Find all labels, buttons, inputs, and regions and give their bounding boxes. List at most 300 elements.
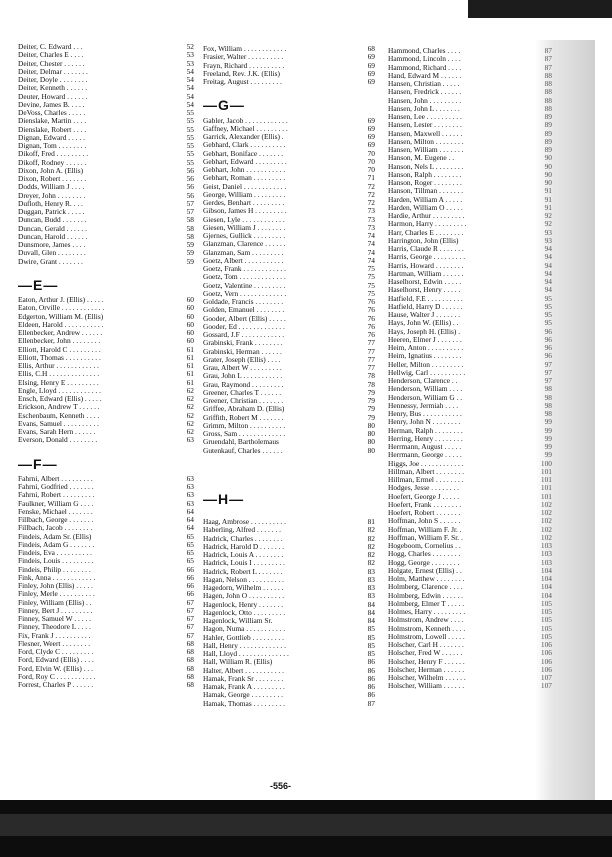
entry-page-number: 66 xyxy=(186,564,194,574)
entry-name: Deiter, Charles E . . . . xyxy=(18,50,84,60)
entry-page-number: 88 xyxy=(544,70,552,80)
entry-name: Herrmann, George . . . . . xyxy=(388,450,462,460)
entry-name: Henderson, William G . . xyxy=(388,392,463,402)
entry-page-number: 87 xyxy=(367,698,375,708)
entry-name: Holmstrom, Lowell . . . . . xyxy=(388,631,465,641)
entry-page-number: 68 xyxy=(367,44,375,53)
entry-page-number: 81 xyxy=(367,517,375,526)
entry-name: Dreyer, John . . . . . . . . xyxy=(18,190,86,200)
entry-name: Freeland, Rev. J.K. (Ellis) xyxy=(203,68,280,78)
entry-page-number: 73 xyxy=(367,214,375,224)
entry-page-number: 70 xyxy=(367,165,375,174)
entry-page-number: 106 xyxy=(540,664,552,674)
entry-page-number: 58 xyxy=(186,223,194,233)
entry-page-number: 86 xyxy=(367,690,375,700)
entry-name: Harden, William O . . . . . xyxy=(388,202,463,212)
entry-page-number: 61 xyxy=(186,369,194,379)
entry-name: Hoffman, John S . . . . . . xyxy=(388,516,461,526)
entry-name: Dodds, William J . . . . xyxy=(18,182,85,192)
entry-name: Hall, Lloyd . . . . . . . . . . . . . . xyxy=(203,649,289,658)
entry-name: Ford, Elvin W. (Ellis) . . . xyxy=(18,663,93,673)
entry-name: Harrington, John (Ellis) xyxy=(388,235,459,245)
entry-page-number: 55 xyxy=(186,149,194,159)
entry-name: Duggan, Patrick . . . . . xyxy=(18,207,85,216)
entry-page-number: 56 xyxy=(186,182,194,192)
entry-name: Grater, Joseph (Ellis) . . . . xyxy=(203,354,281,364)
entry-page-number: 80 xyxy=(367,420,375,430)
entry-name: Gebhart, Roman . . . . . . . . . xyxy=(203,173,286,183)
entry-name: Elliott, Thomas . . . . . . . . . . xyxy=(18,352,101,362)
entry-page-number: 55 xyxy=(186,108,194,117)
entry-page-number: 89 xyxy=(544,136,552,146)
top-right-scan-edge xyxy=(468,0,612,18)
index-entry xyxy=(203,700,375,708)
entry-name: Griffee, Abraham D. (Ellis) xyxy=(203,404,285,414)
entry-page-number: 103 xyxy=(540,541,552,550)
entry-name: Hammond, Charles . . . . xyxy=(388,46,461,55)
entry-name: Giesen, William J . . . . . . . . xyxy=(203,222,286,232)
entry-page-number: 66 xyxy=(186,581,194,590)
entry-page-number: 98 xyxy=(544,392,552,402)
entry-name: Holscher, Fred W . . . . . . xyxy=(388,648,463,658)
entry-name: Hall, Henry . . . . . . . . . . . . . xyxy=(203,640,286,650)
entry-name: Deuter, Howard . . . . . . xyxy=(18,91,88,101)
entry-page-number: 69 xyxy=(367,52,375,62)
entry-page-number: 66 xyxy=(186,589,194,599)
entry-name: Hartman, William . . . . . . xyxy=(388,268,464,278)
entry-name: Fix, Frank J . . . . . . . . . . xyxy=(18,630,91,640)
entry-page-number: 102 xyxy=(540,508,552,517)
entry-page-number: 105 xyxy=(540,615,552,625)
section-heading: — H — xyxy=(203,490,245,507)
entry-page-number: 67 xyxy=(186,605,194,615)
entry-name: Haberling, Alfred . . . . . . . xyxy=(203,525,281,535)
entry-name: Findeis, Adam G . . . . . . . xyxy=(18,539,95,549)
entry-name: Gebhard, Clark . . . . . . . . . . xyxy=(203,140,286,150)
entry-page-number: 77 xyxy=(367,363,375,372)
entry-page-number: 87 xyxy=(544,54,552,64)
entry-name: Ensch, Edward (Ellis) . . . . . xyxy=(18,394,102,403)
entry-page-number: 94 xyxy=(544,268,552,278)
entry-page-number: 83 xyxy=(367,591,375,601)
entry-page-number: 75 xyxy=(367,288,375,298)
entry-page-number: 78 xyxy=(367,379,375,389)
entry-page-number: 75 xyxy=(367,264,375,273)
entry-page-number: 61 xyxy=(186,352,194,362)
entry-name: Everson, Donald . . . . . . . . xyxy=(18,435,98,445)
entry-name: Gross, Sam . . . . . . . . . . . . . xyxy=(203,429,286,438)
index-entry xyxy=(388,682,552,690)
entry-page-number: 60 xyxy=(186,319,194,329)
entry-page-number: 76 xyxy=(367,305,375,315)
entry-name: Heeren, Elmer J . . . . . . . xyxy=(388,334,462,344)
entry-page-number: 86 xyxy=(367,657,375,667)
entry-name: Heim, Anton . . . . . . . . . . xyxy=(388,343,464,352)
entry-page-number: 99 xyxy=(544,442,552,451)
entry-name: Dignan, Tom . . . . . . . . xyxy=(18,141,87,150)
entry-name: Findeis, Philip . . . . . . . . xyxy=(18,564,91,574)
entry-name: Henderson, Clarence . . xyxy=(388,376,458,385)
entry-name: Hoefert, Frank . . . . . . . . xyxy=(388,499,462,509)
entry-page-number: 88 xyxy=(544,95,552,105)
entry-page-number: 94 xyxy=(544,244,552,253)
entry-page-number: 55 xyxy=(186,132,194,142)
entry-page-number: 79 xyxy=(367,404,375,414)
entry-name: Holscher, Henry F . . . . . . xyxy=(388,656,465,666)
entry-page-number: 75 xyxy=(367,280,375,290)
entry-name: Golden, Emanuel . . . . . . . . xyxy=(203,305,285,315)
entry-name: Hadrick, Louis I . . . . . . . . . xyxy=(203,558,285,568)
entry-page-number: 69 xyxy=(367,123,375,133)
entry-name: Holmes, Harry . . . . . . . . . xyxy=(388,607,466,616)
entry-name: Eschenbaum, Kenneth . . . . xyxy=(18,410,100,420)
entry-page-number: 74 xyxy=(367,231,375,240)
entry-page-number: 64 xyxy=(186,523,194,533)
entry-page-number: 59 xyxy=(186,256,194,266)
index-entry xyxy=(18,681,194,689)
entry-page-number: 67 xyxy=(186,622,194,632)
entry-name: Hadrick, Robert L . . . . . . . xyxy=(203,566,283,576)
entry-name: Goetz, Albert . . . . . . . . . . . xyxy=(203,255,284,265)
entry-name: Goetz, Tom . . . . . . . . . . . . . xyxy=(203,272,286,282)
entry-page-number: 72 xyxy=(367,181,375,191)
entry-name: Dixon, John A. (Ellis) xyxy=(18,165,84,175)
entry-name: Deiter, C. Edward . . . xyxy=(18,42,83,51)
entry-page-number: 58 xyxy=(186,215,194,225)
entry-page-number: 103 xyxy=(540,549,552,559)
index-entry xyxy=(18,258,194,266)
entry-name: Finney, Bert J . . . . . . . . . xyxy=(18,605,93,615)
entry-page-number: 107 xyxy=(540,673,552,682)
entry-page-number: 86 xyxy=(367,665,375,675)
section-heading: — F — xyxy=(18,455,58,472)
entry-name: Herring, Henry . . . . . . . . xyxy=(388,433,463,443)
entry-name: Dikoff, Rodney . . . . . . xyxy=(18,157,87,167)
entry-name: Hagon, Numa . . . . . . . . . . . xyxy=(203,624,286,634)
entry-page-number: 55 xyxy=(186,157,194,167)
entry-page-number: 78 xyxy=(367,371,375,381)
section-heading: — G — xyxy=(203,97,245,114)
entry-page-number: 91 xyxy=(544,186,552,196)
entry-page-number: 55 xyxy=(186,141,194,150)
entry-page-number: 59 xyxy=(186,240,194,249)
entry-name: Frasier, Walter . . . . . . . . . . xyxy=(203,52,284,62)
entry-page-number: 66 xyxy=(186,572,194,582)
entry-name: Faulkner, William G . . . . xyxy=(18,498,94,508)
entry-name: Hansen, Lee . . . . . . . . . . xyxy=(388,112,462,121)
entry-name: Holmberg, Edwin . . . . . . xyxy=(388,590,463,600)
entry-page-number: 82 xyxy=(367,533,375,543)
entry-name: Harmon, Harry . . . . . . . . . xyxy=(388,219,467,229)
entry-name: Hall, William R. (Ellis) xyxy=(203,657,273,667)
entry-name: Greener, Christian . . . . . . . xyxy=(203,396,284,405)
entry-page-number: 67 xyxy=(186,630,194,640)
entry-page-number: 94 xyxy=(544,252,552,262)
entry-page-number: 53 xyxy=(186,50,194,60)
entry-page-number: 70 xyxy=(367,156,375,166)
entry-page-number: 103 xyxy=(540,557,552,567)
entry-name: DeVoss, Charles . . . . . xyxy=(18,108,86,117)
entry-page-number: 106 xyxy=(540,640,552,649)
entry-name: Hansen, Maxwell . . . . . . xyxy=(388,128,463,138)
entry-page-number: 90 xyxy=(544,169,552,179)
entry-name: Evans, Samuel . . . . . . . . . . xyxy=(18,418,99,428)
entry-page-number: 83 xyxy=(367,566,375,576)
index-entry xyxy=(18,436,194,444)
entry-name: Ellis, Arthur . . . . . . . . . . . . xyxy=(18,361,99,370)
entry-name: Frayn, Richard . . . . . . . . . . xyxy=(203,60,285,70)
entry-name: Hogeboom, Cornelius . . xyxy=(388,541,461,550)
entry-page-number: 60 xyxy=(186,328,194,337)
entry-page-number: 73 xyxy=(367,222,375,232)
entry-page-number: 105 xyxy=(540,631,552,641)
entry-name: Harris, Claude R . . . . . . . xyxy=(388,244,464,253)
entry-name: Freitag, August . . . . . . . . . xyxy=(203,77,282,86)
entry-name: Greener, Charles T . . . . . . xyxy=(203,387,282,397)
entry-name: Giesen, Lyle . . . . . . . . . . . . xyxy=(203,214,285,224)
entry-page-number: 104 xyxy=(540,582,552,592)
entry-name: Harris, George . . . . . . . . . xyxy=(388,252,466,262)
index-entry xyxy=(203,78,375,86)
entry-page-number: 63 xyxy=(186,498,194,508)
entry-name: Findeis, Eva . . . . . . . . . . xyxy=(18,548,92,557)
entry-name: Harris, Howard . . . . . . . . xyxy=(388,260,464,270)
entry-name: Hansen, Lester . . . . . . . . xyxy=(388,120,462,130)
entry-page-number: 86 xyxy=(367,682,375,691)
entry-page-number: 76 xyxy=(367,313,375,323)
entry-name: Finley, Merle . . . . . . . . . . xyxy=(18,589,95,599)
entry-page-number: 106 xyxy=(540,648,552,658)
entry-name: Glanzman, Clarence . . . . . . xyxy=(203,239,286,249)
entry-page-number: 62 xyxy=(186,427,194,436)
entry-page-number: 93 xyxy=(544,235,552,245)
entry-page-number: 57 xyxy=(186,207,194,216)
entry-name: Holscher, William . . . . . . xyxy=(388,681,465,691)
entry-name: Erickson, Andrew T . . . . . . xyxy=(18,402,100,412)
entry-name: Glanzman, Sam . . . . . . . . . xyxy=(203,247,284,257)
entry-name: Hansen, John . . . . . . . . . xyxy=(388,95,462,105)
entry-page-number: 69 xyxy=(367,132,375,141)
entry-page-number: 61 xyxy=(186,377,194,387)
entry-page-number: 80 xyxy=(367,437,375,447)
entry-name: Holm, Matthew . . . . . . . . xyxy=(388,574,465,583)
section-letter: E xyxy=(33,276,44,293)
entry-name: Deiter, Chester . . . . . . xyxy=(18,58,85,68)
entry-page-number: 73 xyxy=(367,206,375,216)
entry-page-number: 102 xyxy=(540,532,552,542)
entry-name: Hamak, Frank A . . . . . . . . . xyxy=(203,682,285,691)
entry-name: Dufloth, Henry R. . . . xyxy=(18,198,83,208)
entry-name: Fillbach, Jacob . . . . . . . . xyxy=(18,523,93,533)
entry-name: Evans, Sarah Hern . . . . . . xyxy=(18,427,96,436)
entry-page-number: 54 xyxy=(186,91,194,101)
entry-name: Grau, Raymond . . . . . . . . . xyxy=(203,379,284,389)
entry-page-number: 89 xyxy=(544,112,552,121)
entry-page-number: 84 xyxy=(367,599,375,609)
section-letter: G xyxy=(218,97,230,114)
entry-name: Henry, Bus . . . . . . . . . . . xyxy=(388,409,462,418)
entry-name: Heim, Ignatius . . . . . . . . xyxy=(388,351,462,361)
entry-page-number: 76 xyxy=(367,297,375,306)
entry-name: Hoffman, William F. Sr. . xyxy=(388,532,463,542)
entry-page-number: 79 xyxy=(367,412,375,422)
entry-page-number: 104 xyxy=(540,565,552,575)
entry-page-number: 62 xyxy=(186,385,194,395)
entry-page-number: 95 xyxy=(544,293,552,303)
entry-page-number: 54 xyxy=(186,83,194,93)
entry-name: Harr, Charles E . . . . . . . . xyxy=(388,227,464,237)
entry-page-number: 65 xyxy=(186,548,194,557)
entry-name: Goetz, Frank . . . . . . . . . . . . xyxy=(203,264,286,273)
entry-name: Henry, John N . . . . . . . . xyxy=(388,417,461,427)
index-column-1 xyxy=(18,43,194,689)
entry-name: Gebhart, Edward . . . . . . . . . xyxy=(203,156,287,166)
entry-page-number: 87 xyxy=(544,46,552,55)
entry-page-number: 90 xyxy=(544,153,552,163)
entry-name: Forrest, Charles P . . . . . . xyxy=(18,680,94,689)
entry-name: Harden, William A . . . . . xyxy=(388,194,463,204)
entry-page-number: 85 xyxy=(367,649,375,658)
entry-name: Holmberg, Elmer T . . . . . xyxy=(388,598,465,608)
entry-name: Fink, Anna . . . . . . . . . . . . xyxy=(18,572,96,582)
entry-page-number: 74 xyxy=(367,239,375,249)
entry-name: Hause, Walter J . . . . . . . xyxy=(388,310,461,319)
entry-page-number: 63 xyxy=(186,490,194,500)
entry-name: Hamak, Thomas . . . . . . . . . xyxy=(203,698,285,708)
entry-name: Fahrni, Robert . . . . . . . . . xyxy=(18,490,95,500)
entry-name: Hennessy, Jermiah . . . . xyxy=(388,400,459,410)
entry-name: Duncan, Budd . . . . . . . xyxy=(18,215,87,225)
entry-name: Goldade, Francis . . . . . . . . xyxy=(203,297,284,306)
entry-page-number: 98 xyxy=(544,384,552,394)
index-entry xyxy=(203,447,375,455)
entry-page-number: 97 xyxy=(544,367,552,377)
entry-page-number: 106 xyxy=(540,656,552,666)
entry-page-number: 96 xyxy=(544,326,552,336)
entry-page-number: 57 xyxy=(186,198,194,208)
entry-name: Hodges, Jesse . . . . . . . . xyxy=(388,483,460,493)
entry-name: Hadrick, Charles . . . . . . . . xyxy=(203,533,283,543)
entry-page-number: 102 xyxy=(540,516,552,526)
entry-name: Eaton, Orville . . . . . . . . . . . . xyxy=(18,303,105,313)
entry-page-number: 55 xyxy=(186,116,194,126)
entry-name: Deiter, Delmar . . . . . . . xyxy=(18,66,88,76)
entry-page-number: 59 xyxy=(186,248,194,258)
entry-name: Elliott, Harold C . . . . . . . . . xyxy=(18,344,101,354)
entry-page-number: 77 xyxy=(367,346,375,356)
entry-name: Devine, James B. . . . . xyxy=(18,99,85,109)
entry-name: Hagan, Nelson . . . . . . . . . . xyxy=(203,574,284,584)
entry-name: Gerdes, Benhart . . . . . . . . . xyxy=(203,198,285,207)
entry-name: Hays, John W. (Ellis) . . xyxy=(388,318,459,328)
entry-name: Hillman, Ermel . . . . . . . . xyxy=(388,475,464,484)
entry-page-number: 92 xyxy=(544,211,552,220)
entry-name: Hoefert, Robert . . . . . . . xyxy=(388,508,461,517)
entry-page-number: 102 xyxy=(540,524,552,534)
entry-name: Hammond, Lincoln . . . . xyxy=(388,54,461,64)
entry-page-number: 63 xyxy=(186,482,194,491)
entry-page-number: 55 xyxy=(186,124,194,134)
entry-page-number: 62 xyxy=(186,402,194,412)
entry-name: Haag, Ambrose . . . . . . . . . . xyxy=(203,517,286,526)
entry-name: Ford, Roy C . . . . . . . . . . . xyxy=(18,671,96,681)
entry-name: Hatfield, Harry D . . . . . . xyxy=(388,301,463,311)
entry-name: Hadrick, Harold D . . . . . . . xyxy=(203,541,285,551)
entry-name: Eldeen, Harold . . . . . . . . . . . xyxy=(18,319,104,329)
entry-name: Hoefert, George J . . . . . xyxy=(388,491,460,501)
entry-page-number: 104 xyxy=(540,590,552,600)
entry-page-number: 105 xyxy=(540,607,552,616)
entry-page-number: 82 xyxy=(367,541,375,551)
entry-name: Gebhart, Boniface . . . . . . . xyxy=(203,148,284,158)
entry-page-number: 92 xyxy=(544,219,552,229)
entry-name: Hansen, William . . . . . . . xyxy=(388,145,464,154)
entry-name: Ellenbecker, Andrew . . . . . . xyxy=(18,328,103,337)
entry-name: Holscher, Wilhelm . . . . . . xyxy=(388,673,466,682)
entry-page-number: 76 xyxy=(367,321,375,331)
entry-name: Finley, William (Ellis) . . xyxy=(18,597,92,607)
entry-page-number: 79 xyxy=(367,396,375,405)
entry-page-number: 63 xyxy=(186,473,194,483)
entry-name: Eaton, Arthur J. (Ellis) . . . . . xyxy=(18,295,104,304)
entry-page-number: 68 xyxy=(186,680,194,689)
entry-page-number: 60 xyxy=(186,311,194,321)
entry-page-number: 60 xyxy=(186,336,194,346)
entry-name: Hamak, Frank Sr . . . . . . . . xyxy=(203,673,284,683)
entry-page-number: 69 xyxy=(367,115,375,125)
entry-name: Dunsmore, James . . . . xyxy=(18,240,86,249)
entry-name: Hanson, Nels L . . . . . . . . xyxy=(388,161,464,171)
entry-page-number: 74 xyxy=(367,255,375,265)
entry-page-number: 53 xyxy=(186,58,194,68)
entry-page-number: 105 xyxy=(540,598,552,608)
entry-name: Finley, John (Ellis) . . . . . xyxy=(18,581,93,590)
entry-page-number: 88 xyxy=(544,87,552,97)
entry-name: Fahrni, Godfried . . . . . . . xyxy=(18,482,94,491)
entry-name: Higgs, Joe . . . . . . . . . . . . xyxy=(388,458,464,468)
entry-name: Hanson, Tillman . . . . . . . xyxy=(388,186,464,196)
entry-name: Holgate, Ernest (Ellis) . . xyxy=(388,565,462,575)
entry-page-number: 68 xyxy=(186,638,194,648)
entry-name: Holmberg, Clarence . . . . xyxy=(388,582,463,592)
entry-name: Hoffman, William F. Jr. . xyxy=(388,524,462,534)
entry-page-number: 68 xyxy=(186,655,194,665)
entry-page-number: 64 xyxy=(186,515,194,524)
section-heading: — E — xyxy=(18,276,59,293)
entry-page-number: 90 xyxy=(544,161,552,171)
entry-page-number: 99 xyxy=(544,417,552,427)
entry-page-number: 63 xyxy=(186,435,194,445)
entry-page-number: 91 xyxy=(544,194,552,204)
entry-name: Garrick, Alexander (Ellis) . xyxy=(203,132,284,141)
entry-page-number: 89 xyxy=(544,145,552,154)
entry-name: Finney, Theodore L . . . . xyxy=(18,622,91,632)
entry-page-number: 88 xyxy=(544,79,552,88)
entry-page-number: 67 xyxy=(186,614,194,623)
entry-name: Hagenlock, Otto . . . . . . . . . xyxy=(203,607,286,617)
entry-page-number: 77 xyxy=(367,354,375,364)
entry-page-number: 75 xyxy=(367,272,375,282)
entry-name: Elsing, Henry E . . . . . . . . . xyxy=(18,377,99,387)
entry-name: Hogg, George . . . . . . . . xyxy=(388,557,460,567)
entry-name: Hammond, Richard . . . . xyxy=(388,62,462,72)
entry-page-number: 52 xyxy=(186,42,194,51)
entry-name: Hagenlock, Henry . . . . . . . xyxy=(203,599,284,609)
index-column-3 xyxy=(388,47,552,691)
entry-name: George, William . . . . . . . . . xyxy=(203,189,286,199)
entry-name: Holmstrom, Andrew . . . . xyxy=(388,615,464,625)
entry-page-number: 54 xyxy=(186,66,194,76)
